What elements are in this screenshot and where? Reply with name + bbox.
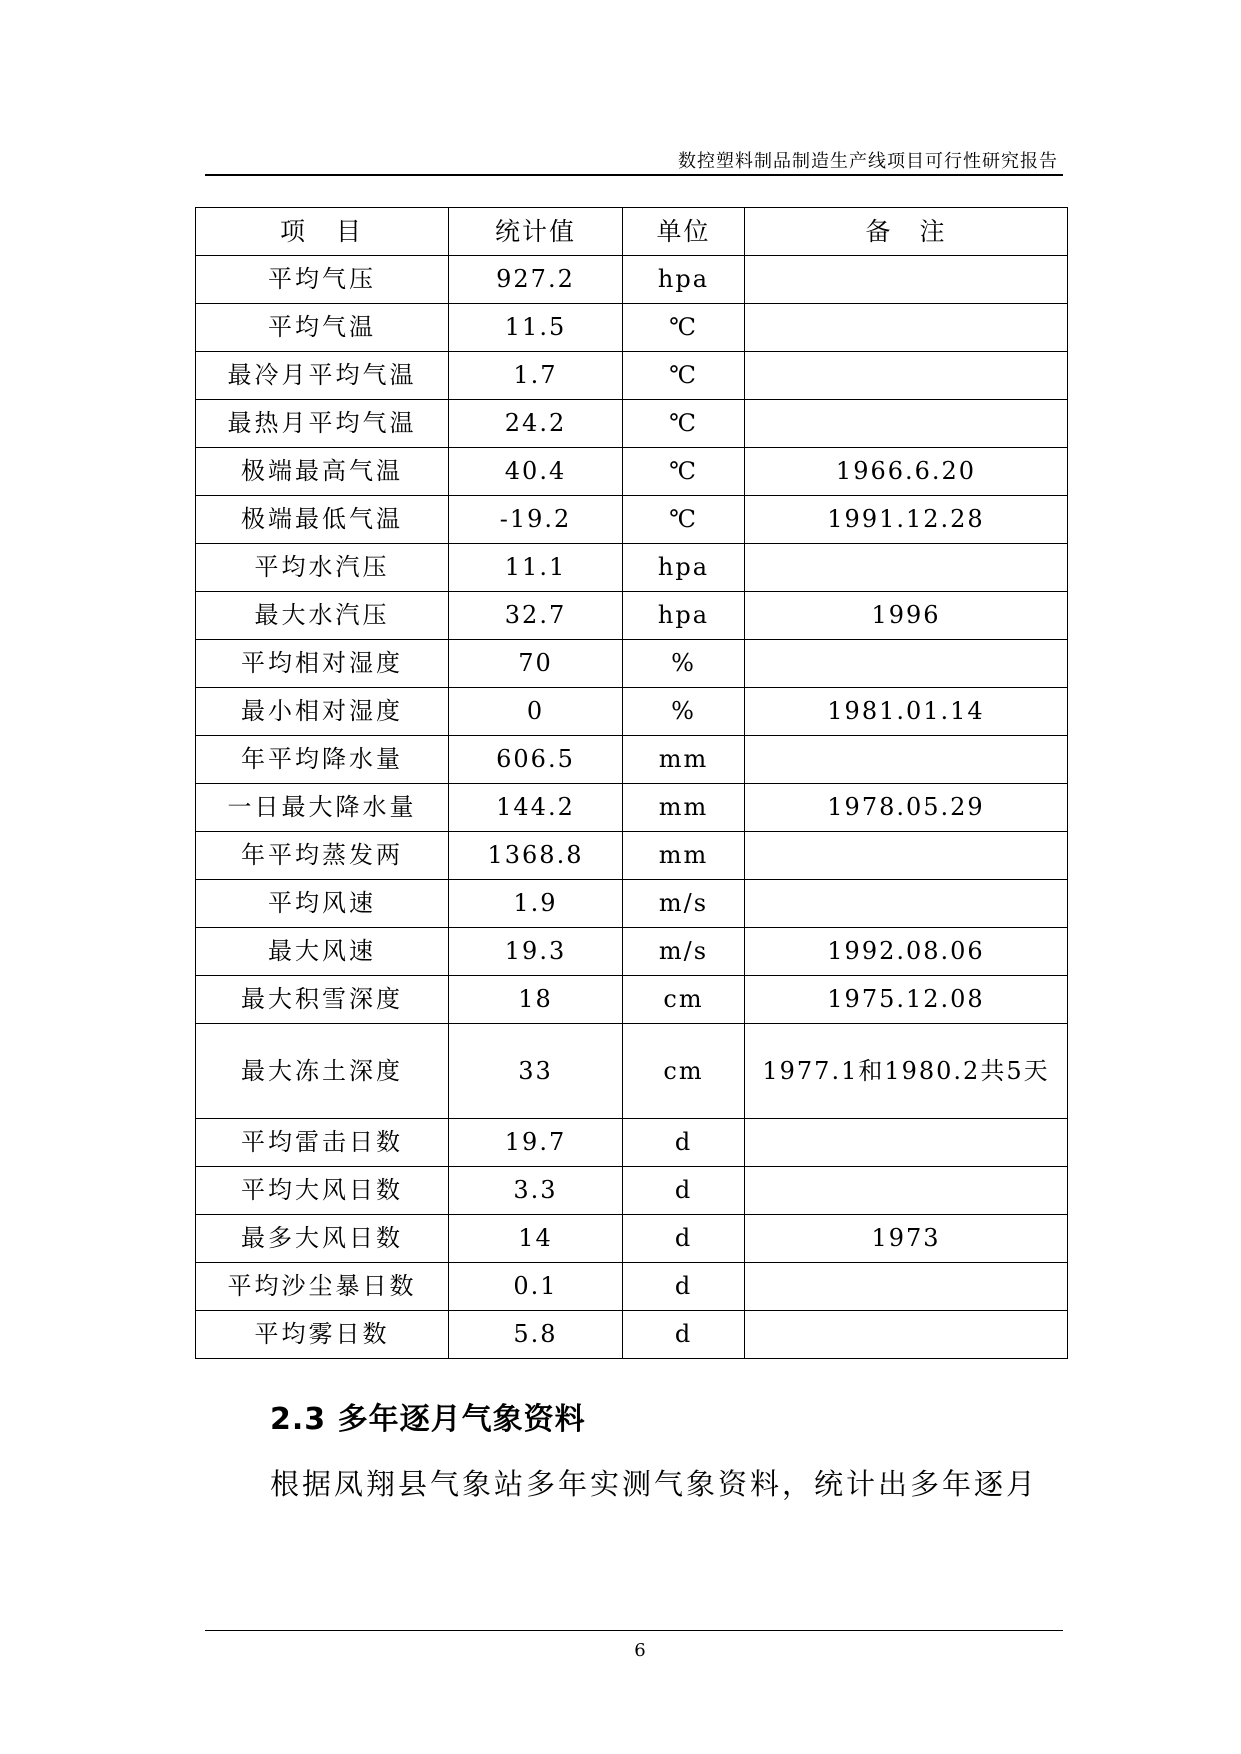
cell-item: 平均相对湿度 (196, 640, 449, 688)
cell-note (745, 352, 1068, 400)
header-divider (205, 174, 1063, 176)
table-row (196, 1263, 1068, 1311)
cell-note (745, 544, 1068, 592)
cell-note: 1975.12.08 (745, 976, 1068, 1024)
table-row (196, 1024, 1068, 1119)
cell-value: 11.1 (449, 544, 623, 592)
cell-note: 1992.08.06 (745, 928, 1068, 976)
cell-value: 1.9 (449, 880, 623, 928)
cell-item: 最大风速 (196, 928, 449, 976)
table-header-row (196, 208, 1068, 256)
table-row (196, 1215, 1068, 1263)
cell-item: 极端最高气温 (196, 448, 449, 496)
cell-item: 最热月平均气温 (196, 400, 449, 448)
cell-item: 一日最大降水量 (196, 784, 449, 832)
page-number: 6 (634, 1640, 646, 1661)
cell-value: 70 (449, 640, 623, 688)
cell-item: 年平均降水量 (196, 736, 449, 784)
cell-value: -19.2 (449, 496, 623, 544)
cell-unit: ℃ (623, 496, 745, 544)
cell-unit: d (623, 1167, 745, 1215)
body-paragraph: 根据凤翔县气象站多年实测气象资料，统计出多年逐月 (270, 1467, 1039, 1501)
cell-unit: d (623, 1119, 745, 1167)
cell-item: 年平均蒸发两 (196, 832, 449, 880)
cell-item: 最小相对湿度 (196, 688, 449, 736)
table-row (196, 784, 1068, 832)
cell-value: 927.2 (449, 256, 623, 304)
cell-unit: mm (623, 736, 745, 784)
cell-value: 24.2 (449, 400, 623, 448)
cell-item: 平均水汽压 (196, 544, 449, 592)
cell-unit: mm (623, 832, 745, 880)
column-header-unit: 单位 (623, 208, 745, 256)
cell-note: 1973 (745, 1215, 1068, 1263)
cell-item: 平均气压 (196, 256, 449, 304)
cell-note (745, 1311, 1068, 1359)
cell-item: 平均雾日数 (196, 1311, 449, 1359)
cell-item: 最大冻土深度 (196, 1024, 449, 1119)
cell-note (745, 1119, 1068, 1167)
cell-item: 极端最低气温 (196, 496, 449, 544)
cell-note (745, 640, 1068, 688)
cell-item: 最多大风日数 (196, 1215, 449, 1263)
cell-unit: m/s (623, 928, 745, 976)
cell-note: 1978.05.29 (745, 784, 1068, 832)
cell-value: 1368.8 (449, 832, 623, 880)
cell-note (745, 256, 1068, 304)
cell-value: 0 (449, 688, 623, 736)
cell-note: 1966.6.20 (745, 448, 1068, 496)
cell-item: 平均气温 (196, 304, 449, 352)
footer-divider (205, 1630, 1063, 1631)
cell-unit: hpa (623, 592, 745, 640)
table-row (196, 256, 1068, 304)
cell-note: 1996 (745, 592, 1068, 640)
cell-value: 0.1 (449, 1263, 623, 1311)
table-row (196, 352, 1068, 400)
cell-value: 19.7 (449, 1119, 623, 1167)
cell-note: 1981.01.14 (745, 688, 1068, 736)
cell-unit: ℃ (623, 352, 745, 400)
climate-statistics-table (195, 207, 1068, 1359)
table-row (196, 640, 1068, 688)
cell-unit: cm (623, 976, 745, 1024)
cell-unit: d (623, 1263, 745, 1311)
table-row (196, 1311, 1068, 1359)
table-row (196, 976, 1068, 1024)
table-row (196, 304, 1068, 352)
cell-unit: cm (623, 1024, 745, 1119)
table-row (196, 592, 1068, 640)
cell-unit: hpa (623, 256, 745, 304)
cell-value: 33 (449, 1024, 623, 1119)
cell-item: 最大水汽压 (196, 592, 449, 640)
cell-note (745, 400, 1068, 448)
cell-unit: d (623, 1215, 745, 1263)
cell-value: 606.5 (449, 736, 623, 784)
cell-item: 平均大风日数 (196, 1167, 449, 1215)
cell-note (745, 1167, 1068, 1215)
cell-unit: m/s (623, 880, 745, 928)
table-row (196, 1167, 1068, 1215)
table-row (196, 544, 1068, 592)
cell-item: 平均风速 (196, 880, 449, 928)
cell-note: 1991.12.28 (745, 496, 1068, 544)
cell-note (745, 832, 1068, 880)
cell-unit: ℃ (623, 448, 745, 496)
table-row (196, 928, 1068, 976)
cell-note (745, 1263, 1068, 1311)
cell-unit: ℃ (623, 304, 745, 352)
column-header-item: 项 目 (196, 208, 449, 256)
cell-value: 3.3 (449, 1167, 623, 1215)
cell-item: 平均沙尘暴日数 (196, 1263, 449, 1311)
cell-item: 平均雷击日数 (196, 1119, 449, 1167)
cell-unit: d (623, 1311, 745, 1359)
cell-value: 11.5 (449, 304, 623, 352)
cell-value: 144.2 (449, 784, 623, 832)
cell-unit: hpa (623, 544, 745, 592)
cell-note: 1977.1和1980.2共5天 (745, 1024, 1068, 1119)
cell-item: 最大积雪深度 (196, 976, 449, 1024)
cell-unit: ℃ (623, 400, 745, 448)
cell-value: 5.8 (449, 1311, 623, 1359)
cell-note (745, 880, 1068, 928)
column-header-note: 备 注 (745, 208, 1068, 256)
cell-unit: % (623, 640, 745, 688)
cell-value: 19.3 (449, 928, 623, 976)
cell-item: 最冷月平均气温 (196, 352, 449, 400)
table-row (196, 736, 1068, 784)
cell-note (745, 304, 1068, 352)
column-header-value: 统计值 (449, 208, 623, 256)
document-header-title: 数控塑料制品制造生产线项目可行性研究报告 (678, 151, 1058, 172)
cell-value: 14 (449, 1215, 623, 1263)
table-row (196, 448, 1068, 496)
table-row (196, 400, 1068, 448)
table-row (196, 688, 1068, 736)
cell-unit: % (623, 688, 745, 736)
table-row (196, 832, 1068, 880)
table-row (196, 496, 1068, 544)
table-row (196, 1119, 1068, 1167)
cell-value: 40.4 (449, 448, 623, 496)
cell-note (745, 736, 1068, 784)
table-row (196, 880, 1068, 928)
cell-value: 1.7 (449, 352, 623, 400)
cell-value: 32.7 (449, 592, 623, 640)
cell-value: 18 (449, 976, 623, 1024)
section-heading: 2.3 多年逐月气象资料 (270, 1402, 586, 1437)
cell-unit: mm (623, 784, 745, 832)
